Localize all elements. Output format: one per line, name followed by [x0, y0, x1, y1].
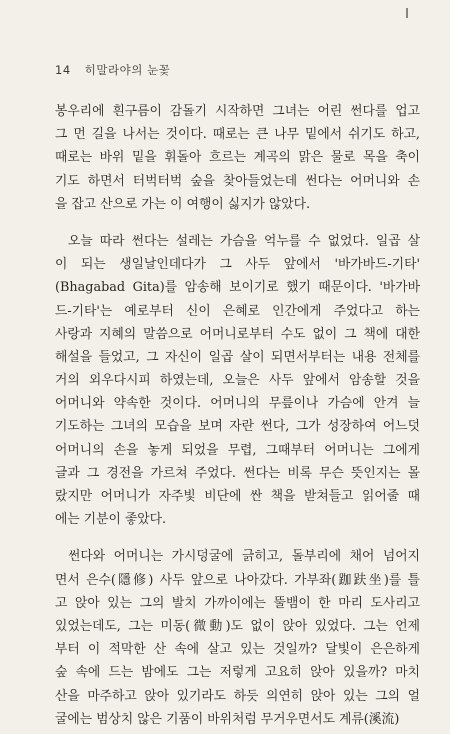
paragraph: [55, 230, 420, 531]
text-line: 을 잡고 산으로 가는 이 여행이 싫지가 않았다.: [55, 196, 311, 212]
text-line: 드-기타'는 예로부터 신이 은혜로 인간에게 주었다고 하는: [55, 303, 420, 319]
text-line: 굴에는 범상치 않은 기품이 바위처럼 무거우면서도 계류(溪流): [55, 711, 400, 727]
text-line: 썬다와 어머니는 가시덩굴에 긁히고, 돌부리에 채어 넘어지: [68, 549, 420, 565]
text-line: 사랑과 지혜의 말씀으로 어머니로부터 수도 없이 그 책에 대한: [55, 326, 420, 342]
text-line: 오늘 따라 썬다는 설레는 가슴을 억누를 수 없었다. 일곱 살: [68, 233, 420, 249]
text-line: 거의 외우다시피 하였는데, 오늘은 사두 앞에서 암송할 것을: [55, 373, 420, 389]
text-line: 글과 그 경전을 가르쳐 주었다. 썬다는 비록 무슨 뜻인지는 몰: [55, 465, 420, 481]
text-line: 면서 은수(隱修) 사두 앞으로 나아갔다. 가부좌(跏趺坐)를 틀: [55, 572, 420, 588]
text-line: 그 먼 길을 나서는 것이다. 때로는 큰 나무 밑에서 쉬기도 하고,: [55, 127, 420, 143]
text-line: 에는 기분이 좋았다.: [55, 512, 167, 528]
text-line: 해설을 들었고, 그 자신이 일곱 살이 되면서부터는 내용 전체를: [55, 349, 420, 365]
text-line: 부터 이 적막한 산 속에 살고 있는 것일까? 달빛이 은은하게: [55, 642, 420, 658]
paragraph: [55, 100, 420, 216]
corner-mark: [406, 8, 408, 18]
text-line: 있었는데도, 그는 미동(微動)도 없이 앉아 있었다. 그는 언제: [55, 618, 420, 634]
text-line: 때로는 바위 밑을 휘돌아 흐르는 계곡의 맑은 물로 목을 축이: [55, 150, 420, 166]
paragraph: [55, 545, 420, 731]
running-header: [55, 62, 170, 78]
body-text: [55, 100, 420, 731]
text-line: (Bhagabad Gita)를 암송해 보이기로 했기 때문이다. '바가바: [55, 280, 420, 296]
text-line: 어머니와 약속한 것이다. 어머니의 무릎이나 가슴에 안겨 늘: [55, 396, 420, 412]
text-line: 숲 속에 드는 밤에도 그는 저렇게 고요히 앉아 있을까? 마치: [55, 665, 420, 681]
text-line: 기도하는 그녀의 모습을 보며 자란 썬다, 그가 성장하여 어느덧: [55, 419, 420, 435]
text-line: 어머니의 손을 놓게 되었을 무렵, 그때부터 어머니는 그에게: [55, 442, 420, 458]
page-number: 14: [55, 63, 71, 77]
text-line: 랐지만 어머니가 자주빛 비단에 싼 책을 받쳐들고 읽어줄 때: [55, 489, 420, 504]
book-title: 히말라야의 눈꽃: [84, 63, 171, 77]
text-line: 이 되는 생일날인데다가 그 사두 앞에서 '바가바드-기타': [55, 257, 420, 273]
text-line: 기도 하면서 터벅터벅 숲을 찾아들었는데 썬다는 어머니와 손: [55, 173, 420, 189]
text-line: 봉우리에 흰구름이 감돌기 시작하면 그녀는 어린 썬다를 업고: [55, 104, 420, 119]
text-line: 산을 마주하고 앉아 있기라도 하듯 의연히 앉아 있는 그의 얼: [55, 688, 420, 704]
text-line: 고 앉아 있는 그의 발치 가까이에는 뚤뱀이 한 마리 도사리고: [55, 595, 420, 611]
